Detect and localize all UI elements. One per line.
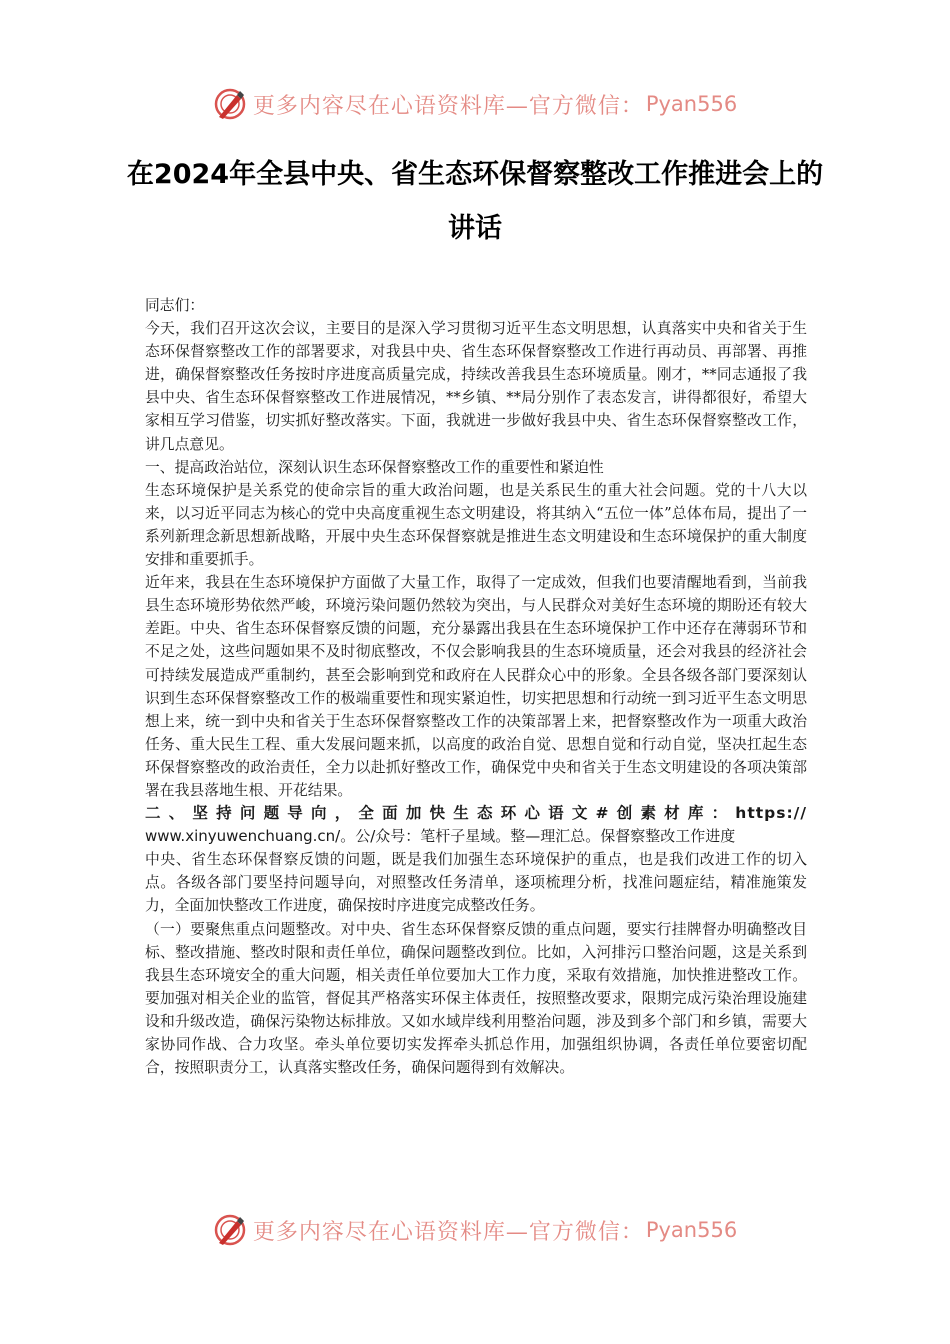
body-paragraph: 近年来，我县在生态环境保护方面做了大量工作，取得了一定成效，但我们也要清醒地看到，当前我县生态环境形势依然严峻，环境污染问题仍然较为突出，与人民群众对美好生态环境的期盼还有较大差距。中央、省生态环保督察反馈的问题，充分暴露出我县在生态环境保护工作中还存在薄弱环节和不足之处，这些问题如果不及时彻底整改，不仅会影响我县的生态环境质量，还会对我县的经济社会可持续发展造成严重制约，甚至会影响到党和政府在人民群众心中的形象。全县各级各部门要深刻认识到生态环保督察整改工作的极端重要性和现实紧迫性，切实把思想和行动统一到习近平生态文明思想上来，统一到中央和省关于生态环保督察整改工作的决策部署上来，把督察整改作为一项重大政治任务、重大民生工程、重大发展问题来抓，以高度的政治自觉、思想自觉和行动自觉，坚决扛起生态环保督察整改的政治责任，全力以赴抓好整改工作，确保党中央和省关于生态文明建设的各项决策部署在我县落地生根、开花结果。: [145, 574, 807, 799]
document-title: 在2024年全县中央、省生态环保督察整改工作推进会上的讲话: [126, 159, 824, 244]
footer-watermark-banner: [0, 1208, 950, 1252]
section-heading: 一、提高政治站位，深刻认识生态环保督察整改工作的重要性和紧迫性: [145, 458, 604, 476]
salutation: 同志们：: [145, 297, 205, 314]
body-paragraph: 今天，我们召开这次会议，主要目的是深入学习贯彻习近平生态文明思想，认真落实中央和省关于生态环保督察整改工作的部署要求，对我县中央、省生态环保督察整改工作进行再动员、再部署、再推进，确保督察整改任务按时序进度高质量完成，持续改善我县生态环境质量。刚才，**同志通报了我县中央、省生态环保督察整改工作进展情况，**乡镇、**局分别作了表态发言，讲得都很好，希望大家相互学习借鉴，切实抓好整改落实。下面，我就进一步做好我县中央、省生态环保督察整改工作，讲几点意见。: [145, 320, 807, 453]
header-watermark-banner: [0, 82, 950, 126]
pen-logo-icon: [213, 1213, 247, 1247]
body-paragraph: 生态环境保护是关系党的使命宗旨的重大政治问题，也是关系民生的重大社会问题。党的十八大以来，以习近平同志为核心的党中央高度重视生态文明建设，将其纳入“五位一体”总体布局，提出了一系列新理念新思想新战略，开展中央生态环保督察就是推进生态文明建设和生态环境保护的重大制度安排和重要抓手。: [145, 481, 807, 569]
document-body: [145, 294, 807, 1079]
banner-text: 更多内容尽在心语资料库—官方微信：: [252, 93, 644, 119]
pen-logo-icon: [213, 87, 247, 121]
section-heading: 二、坚持问题导向，全面加快生态环心语文#创素材库：https://: [145, 804, 807, 823]
banner-wechat-id: Pyan556: [645, 1218, 738, 1242]
body-paragraph: （一）要聚焦重点问题整改。对中央、省生态环保督察反馈的重点问题，要实行挂牌督办明确整改目标、整改措施、整改时限和责任单位，确保问题整改到位。比如，入河排污口整治问题，这是关系到我县生态环境安全的重大问题，相关责任单位要加大工作力度，采取有效措施，加快推进整改工作。要加强对相关企业的监管，督促其严格落实环保主体责任，按照整改要求，限期完成污染治理设施建设和升级改造，确保污染物达标排放。又如水域岸线利用整治问题，涉及到多个部门和乡镇，需要大家协同作战、合力攻坚。牵头单位要切实发挥牵头抓总作用，加强组织协调，各责任单位要密切配合，按照职责分工，认真落实整改任务，确保问题得到有效解决。: [145, 920, 807, 1077]
banner-wechat-id: Pyan556: [645, 92, 738, 116]
section-heading-continued: www.xinyuwenchuang.cn/。公/众号：笔杆子星域。整—理汇总。保督察整改工作进度: [145, 827, 736, 846]
body-paragraph: 中央、省生态环保督察反馈的问题，既是我们加强生态环境保护的重点，也是我们改进工作的切入点。各级各部门要坚持问题导向，对照整改任务清单，逐项梳理分析，找准问题症结，精准施策发力，全面加快整改工作进度，确保按时序进度完成整改任务。: [145, 851, 807, 915]
banner-text: 更多内容尽在心语资料库—官方微信：: [252, 1219, 644, 1245]
